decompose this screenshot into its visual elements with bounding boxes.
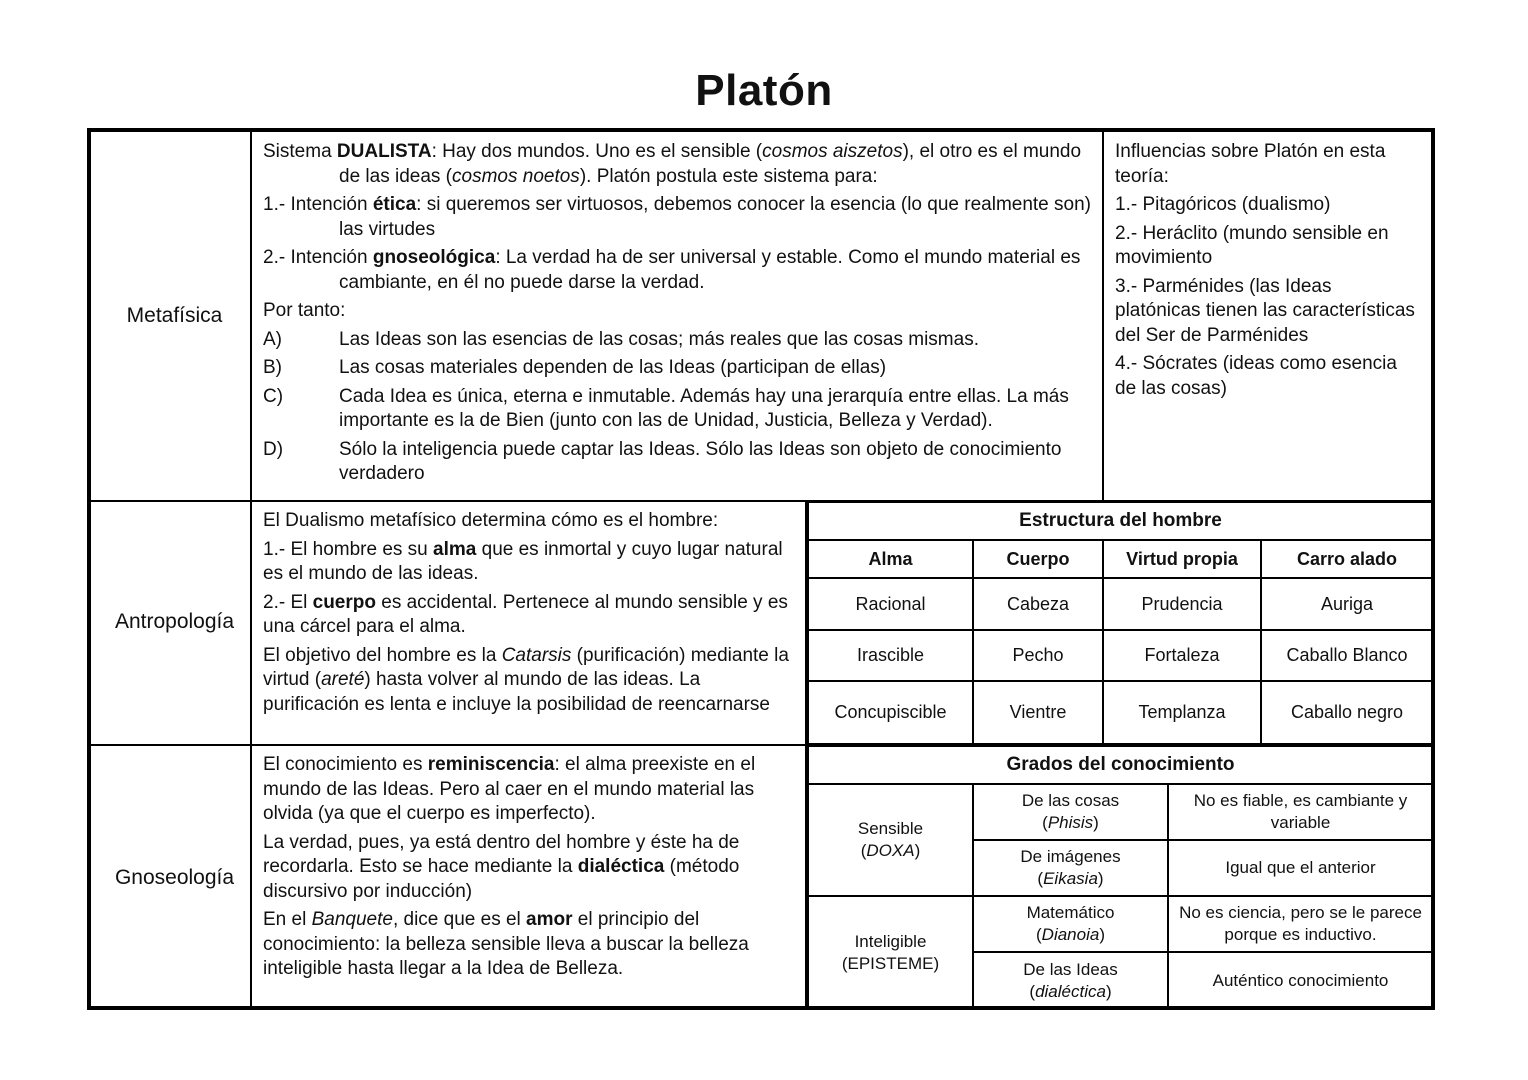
column-header: Cuerpo [973, 540, 1103, 578]
table-cell: Racional [808, 578, 973, 630]
table-cell: Prudencia [1103, 578, 1261, 630]
table-cell: Vientre [973, 681, 1103, 744]
table-cell: Caballo Blanco [1261, 630, 1433, 681]
row-label-antropologia: Antropología [114, 610, 235, 633]
grado-nombre: De las cosas (Phisis) [973, 784, 1168, 840]
column-header: Virtud propia [1103, 540, 1261, 578]
influencias-panel [1115, 140, 1415, 405]
grados-caption: Grados del conocimiento [808, 746, 1433, 784]
row-label-metafisica: Metafísica [126, 304, 223, 327]
summary-table [87, 128, 1435, 1010]
grado-descripcion: No es ciencia, pero se le parece porque es inductivo. [1168, 896, 1433, 952]
table-row [808, 784, 1433, 840]
table-cell: Auriga [1261, 578, 1433, 630]
list-item: A) Las Ideas son las esencias de las cosas; más reales que las cosas mismas. [263, 328, 979, 350]
divider [1102, 132, 1104, 500]
table-row [808, 578, 1433, 630]
grado-descripcion: Auténtico conocimiento [1168, 952, 1433, 1009]
grado-descripcion: No es fiable, es cambiante y variable [1168, 784, 1433, 840]
antropologia-cuerpo: 2.- El cuerpo es accidental. Pertenece al mundo sensible y es una cárcel para el alma. [263, 591, 788, 637]
por-tanto: Por tanto: [263, 300, 346, 321]
table-cell: Templanza [1103, 681, 1261, 744]
list-item: D) Sólo la inteligencia puede captar las Ideas. Sólo las Ideas son objeto de conocimiento verdadero [263, 438, 1062, 484]
grado-descripcion: Igual que el anterior [1168, 840, 1433, 896]
list-item: C) Cada Idea es única, eterna e inmutable. Además hay una jerarquía entre ellas. La más importante es la de Bien (junto con las de Unidad, Justicia, Belleza y Verdad). [263, 385, 1069, 431]
grado-nombre: Matemático (Dianoia) [973, 896, 1168, 952]
list-item: B) Las cosas materiales dependen de las Ideas (participan de ellas) [263, 357, 887, 378]
gnoseologia-content [263, 753, 795, 986]
gnoseologia-reminiscencia: El conocimiento es reminiscencia: el alma preexiste en el mundo de las Ideas. Pero al caer en el mundo material las olvida (ya que el cuerpo es imperfecto). [263, 754, 756, 824]
table-cell: Pecho [973, 630, 1103, 681]
estructura-table [807, 501, 1434, 745]
gnoseologia-dialectica: La verdad, pues, ya está dentro del hombre y éste ha de recordarla. Esto se hace mediante la dialéctica (método discursivo por inducción) [263, 831, 740, 902]
influencias-heading: Influencias sobre Platón en esta teoría: [1115, 141, 1386, 187]
grado-nombre: De las Ideas (dialéctica) [973, 952, 1168, 1009]
intencion-etica: 1.- Intención ética: si queremos ser virtuosos, debemos conocer la esencia (lo que realmente son) las virtudes [263, 194, 1091, 240]
influencia-item: 2.- Heráclito (mundo sensible en movimiento [1115, 222, 1389, 268]
grado-nombre: De imágenes (Eikasia) [973, 840, 1168, 896]
metafisica-content [263, 140, 1093, 491]
table-row [808, 896, 1433, 952]
table-row [808, 681, 1433, 744]
grados-table [807, 745, 1434, 1010]
row-label-gnoseologia: Gnoseología [114, 866, 235, 889]
influencia-item: 3.- Parménides (las Ideas platónicas tienen las características del Ser de Parménides [1115, 275, 1415, 346]
table-cell: Fortaleza [1103, 630, 1261, 681]
table-row [808, 630, 1433, 681]
grado-inteligible: Inteligible (EPISTEME) [808, 896, 973, 1009]
column-header: Alma [808, 540, 973, 578]
antropologia-alma: 1.- El hombre es su alma que es inmortal y cuyo lugar natural es el mundo de las ideas. [263, 538, 783, 584]
table-cell: Cabeza [973, 578, 1103, 630]
grado-sensible: Sensible (DOXA) [808, 784, 973, 896]
estructura-caption: Estructura del hombre [808, 502, 1433, 540]
table-cell: Concupiscible [808, 681, 973, 744]
intencion-gnoseologica: 2.- Intención gnoseológica: La verdad ha de ser universal y estable. Como el mundo material es cambiante, en él no puede darse la verdad. [263, 247, 1081, 293]
gnoseologia-banquete: En el Banquete, dice que es el amor el principio del conocimiento: la belleza sensible lleva a buscar la belleza inteligible hasta llegar a la Idea de Belleza. [263, 909, 749, 979]
influencia-item: 1.- Pitagóricos (dualismo) [1115, 194, 1331, 215]
table-cell: Caballo negro [1261, 681, 1433, 744]
influencia-item: 4.- Sócrates (ideas como esencia de las cosas) [1115, 353, 1397, 399]
metafisica-intro: Sistema DUALISTA: Hay dos mundos. Uno es el sensible (cosmos aiszetos), el otro es el mundo de las ideas (cosmos noetos). Platón postula este sistema para: [263, 141, 1082, 187]
table-cell: Irascible [808, 630, 973, 681]
antropologia-objetivo: El objetivo del hombre es la Catarsis (purificación) mediante la virtud (areté) hasta volver al mundo de las ideas. La purificación es lenta e incluye la posibilidad de reencarnarse [263, 644, 789, 715]
page-title: Platón [695, 66, 833, 115]
antropologia-content [263, 509, 795, 721]
antropologia-intro: El Dualismo metafísico determina cómo es el hombre: [263, 510, 719, 531]
column-header: Carro alado [1261, 540, 1433, 578]
